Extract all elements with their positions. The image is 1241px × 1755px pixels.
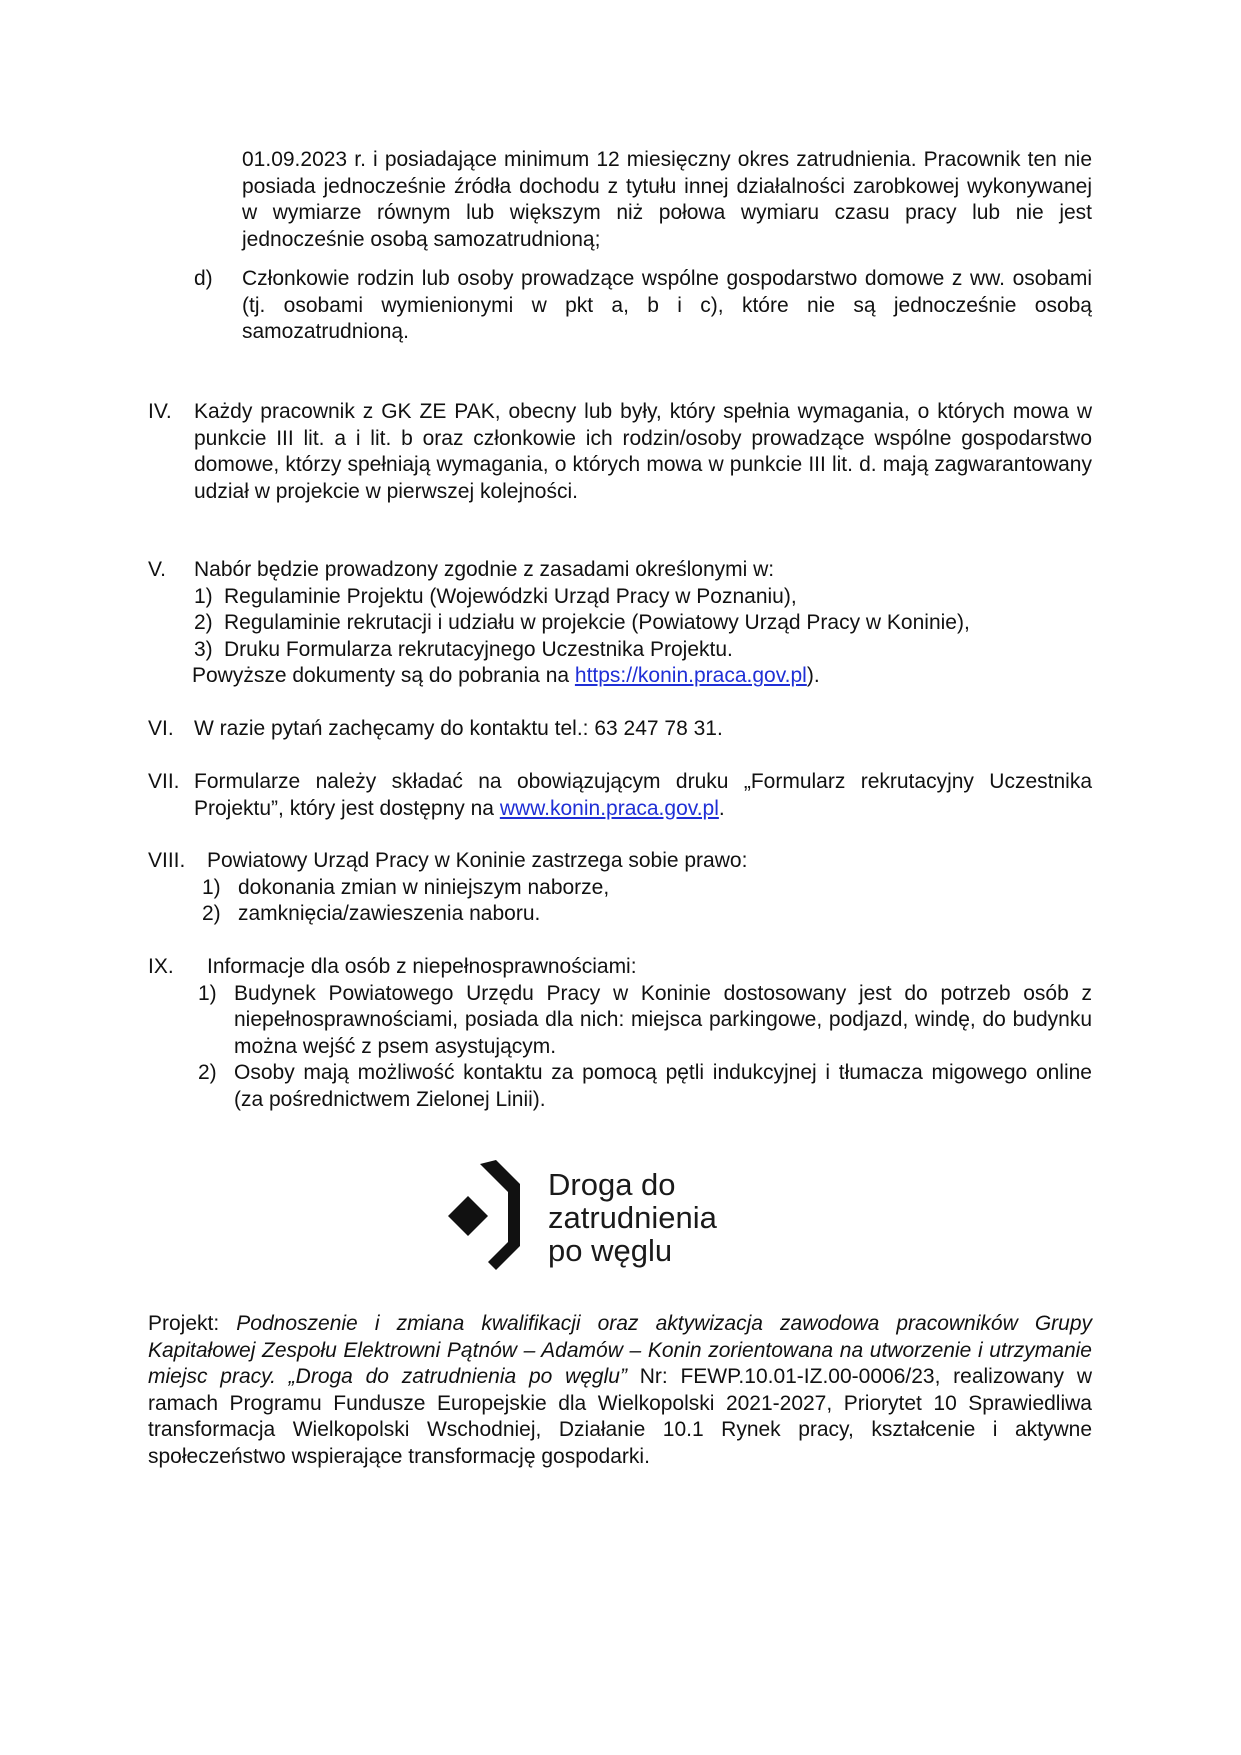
list-text: dokonania zmian w niniejszym naborze, — [238, 875, 610, 899]
footer-label: Projekt: — [148, 1312, 237, 1335]
project-footer — [148, 1311, 1092, 1470]
list-text: zamknięcia/zawieszenia naboru. — [238, 902, 541, 925]
list-item — [194, 637, 1092, 664]
item-c-continuation — [242, 147, 1092, 253]
list-marker: 1) — [198, 981, 217, 1005]
item-d-text: Członkowie rodzin lub osoby prowadzące wspólne gospodarstwo domowe z ww. osobami (tj. osobami wymienionymi w pkt a, b i c), które nie są jednocześnie osobą samozatrudnioną. — [242, 267, 1092, 343]
list-item — [194, 610, 1092, 637]
section-ix-intro: Informacje dla osób z niepełnosprawnościami: — [207, 955, 637, 978]
section-viii-intro: Powiatowy Urząd Pracy w Koninie zastrzega sobie prawo: — [207, 849, 748, 872]
section-viii-list — [202, 875, 1092, 928]
section-iv-text: Każdy pracownik z GK ZE PAK, obecny lub były, który spełnia wymagania, o których mowa w punkcie III lit. a i lit. b oraz członkowie ich rodzin/osoby prowadzące wspólne gospodarstwo domowe, którzy spełniają wymagania, o których mowa w punkcie III lit. d. mają zagwarantowany udział w projekcie w pierwszej kolejności. — [194, 400, 1092, 503]
droga-do-zatrudnienia-logo — [448, 1160, 748, 1270]
section-viii-numeral: VIII. — [148, 849, 186, 872]
list-text: Regulaminie Projektu (Wojewódzki Urząd Pracy w Poznaniu), — [224, 584, 797, 608]
konin-www-link[interactable]: www.konin.praca.gov.pl — [499, 796, 719, 820]
list-marker: 2) — [202, 902, 221, 925]
item-d-marker: d) — [194, 267, 213, 290]
section-vii-prefix: Formularze należy składać na obowiązującym druku „Formularz rekrutacyjny Uczestnika Projektu”, który jest dostępny na — [194, 770, 1092, 820]
konin-https-link[interactable]: https://konin.praca.gov.pl — [574, 664, 807, 687]
list-marker: 1) — [202, 875, 221, 899]
logo-line-3: po węglu — [548, 1233, 673, 1268]
droga-logo-mark-icon — [448, 1160, 543, 1270]
logo-text — [548, 1168, 717, 1267]
section-viii — [148, 848, 1092, 928]
list-marker: 3) — [194, 637, 213, 661]
download-suffix: ). — [806, 664, 820, 687]
section-ix-numeral: IX. — [148, 955, 174, 978]
section-vii — [148, 769, 1092, 822]
list-text: Regulaminie rekrutacji i udziału w projekcie (Powiatowy Urząd Pracy w Koninie), — [224, 611, 970, 634]
item-d — [194, 266, 1092, 346]
section-ix-list — [198, 981, 1092, 1114]
section-v — [148, 557, 1092, 690]
logo-line-2: zatrudnienia — [548, 1200, 717, 1235]
list-item — [198, 1060, 1092, 1113]
footer-project-title: Podnoszenie i zmiana kwalifikacji oraz aktywizacja zawodowa pracowników Grupy Kapitałowej Zespołu Elektrowni Pątnów – Adamów – Konin zorientowana na utworzenie i utrzymanie miejsc pracy. „Droga do zatrudnienia po węglu” — [148, 1312, 1093, 1388]
list-item — [202, 875, 1092, 902]
section-iv — [148, 399, 1092, 505]
list-text: Budynek Powiatowego Urzędu Pracy w Koninie dostosowany jest do potrzeb osób z niepełnosprawnościami, posiada dla nich: miejsca parkingowe, podjazd, windę, do budynku można wejść z psem asystującym. — [234, 981, 1092, 1058]
list-text: Osoby mają możliwość kontaktu za pomocą pętli indukcyjnej i tłumacza migowego online (za pośrednictwem Zielonej Linii). — [234, 1061, 1092, 1111]
section-vii-text — [194, 769, 1092, 822]
section-v-numeral: V. — [148, 558, 166, 581]
section-vii-numeral: VII. — [148, 770, 180, 793]
footer-details: Nr: FEWP.10.01-IZ.00-0006/23, realizowany w ramach Programu Fundusze Europejskie dla Wielkopolski 2021-2027, Priorytet 10 Sprawiedliwa transformacja Wielkopolski Wschodniej, Działanie 10.1 Rynek pracy, kształcenie i aktywne społeczeństwo wspierające transformację gospodarki. — [148, 1365, 1092, 1468]
section-v-list — [194, 584, 1092, 664]
section-v-download — [192, 663, 1092, 690]
section-vi-numeral: VI. — [148, 717, 174, 740]
list-item — [194, 584, 1092, 611]
item-c-text: 01.09.2023 r. i posiadające minimum 12 miesięczny okres zatrudnienia. Pracownik ten nie posiada jednocześnie źródła dochodu z tytułu innej działalności zarobkowej wykonywanej w wymiarze równym lub większym niż połowa wymiaru czasu pracy lub nie jest jednocześnie osobą samozatrudnioną; — [242, 148, 1092, 251]
section-ix — [148, 954, 1092, 1113]
list-text: Druku Formularza rekrutacyjnego Uczestnika Projektu. — [224, 637, 733, 661]
logo-line-1: Droga do — [548, 1167, 676, 1202]
section-vii-suffix: . — [718, 796, 725, 820]
list-item — [202, 901, 1092, 928]
list-item — [198, 981, 1092, 1061]
list-marker: 2) — [194, 611, 213, 634]
section-iv-numeral: IV. — [148, 400, 172, 423]
section-vi-text: W razie pytań zachęcamy do kontaktu tel.: 63 247 78 31. — [194, 717, 723, 740]
section-vi — [148, 716, 1092, 743]
list-marker: 2) — [198, 1061, 217, 1084]
download-prefix: Powyższe dokumenty są do pobrania na — [192, 664, 575, 687]
section-v-intro: Nabór będzie prowadzony zgodnie z zasadami określonymi w: — [194, 558, 775, 581]
list-marker: 1) — [194, 584, 213, 608]
